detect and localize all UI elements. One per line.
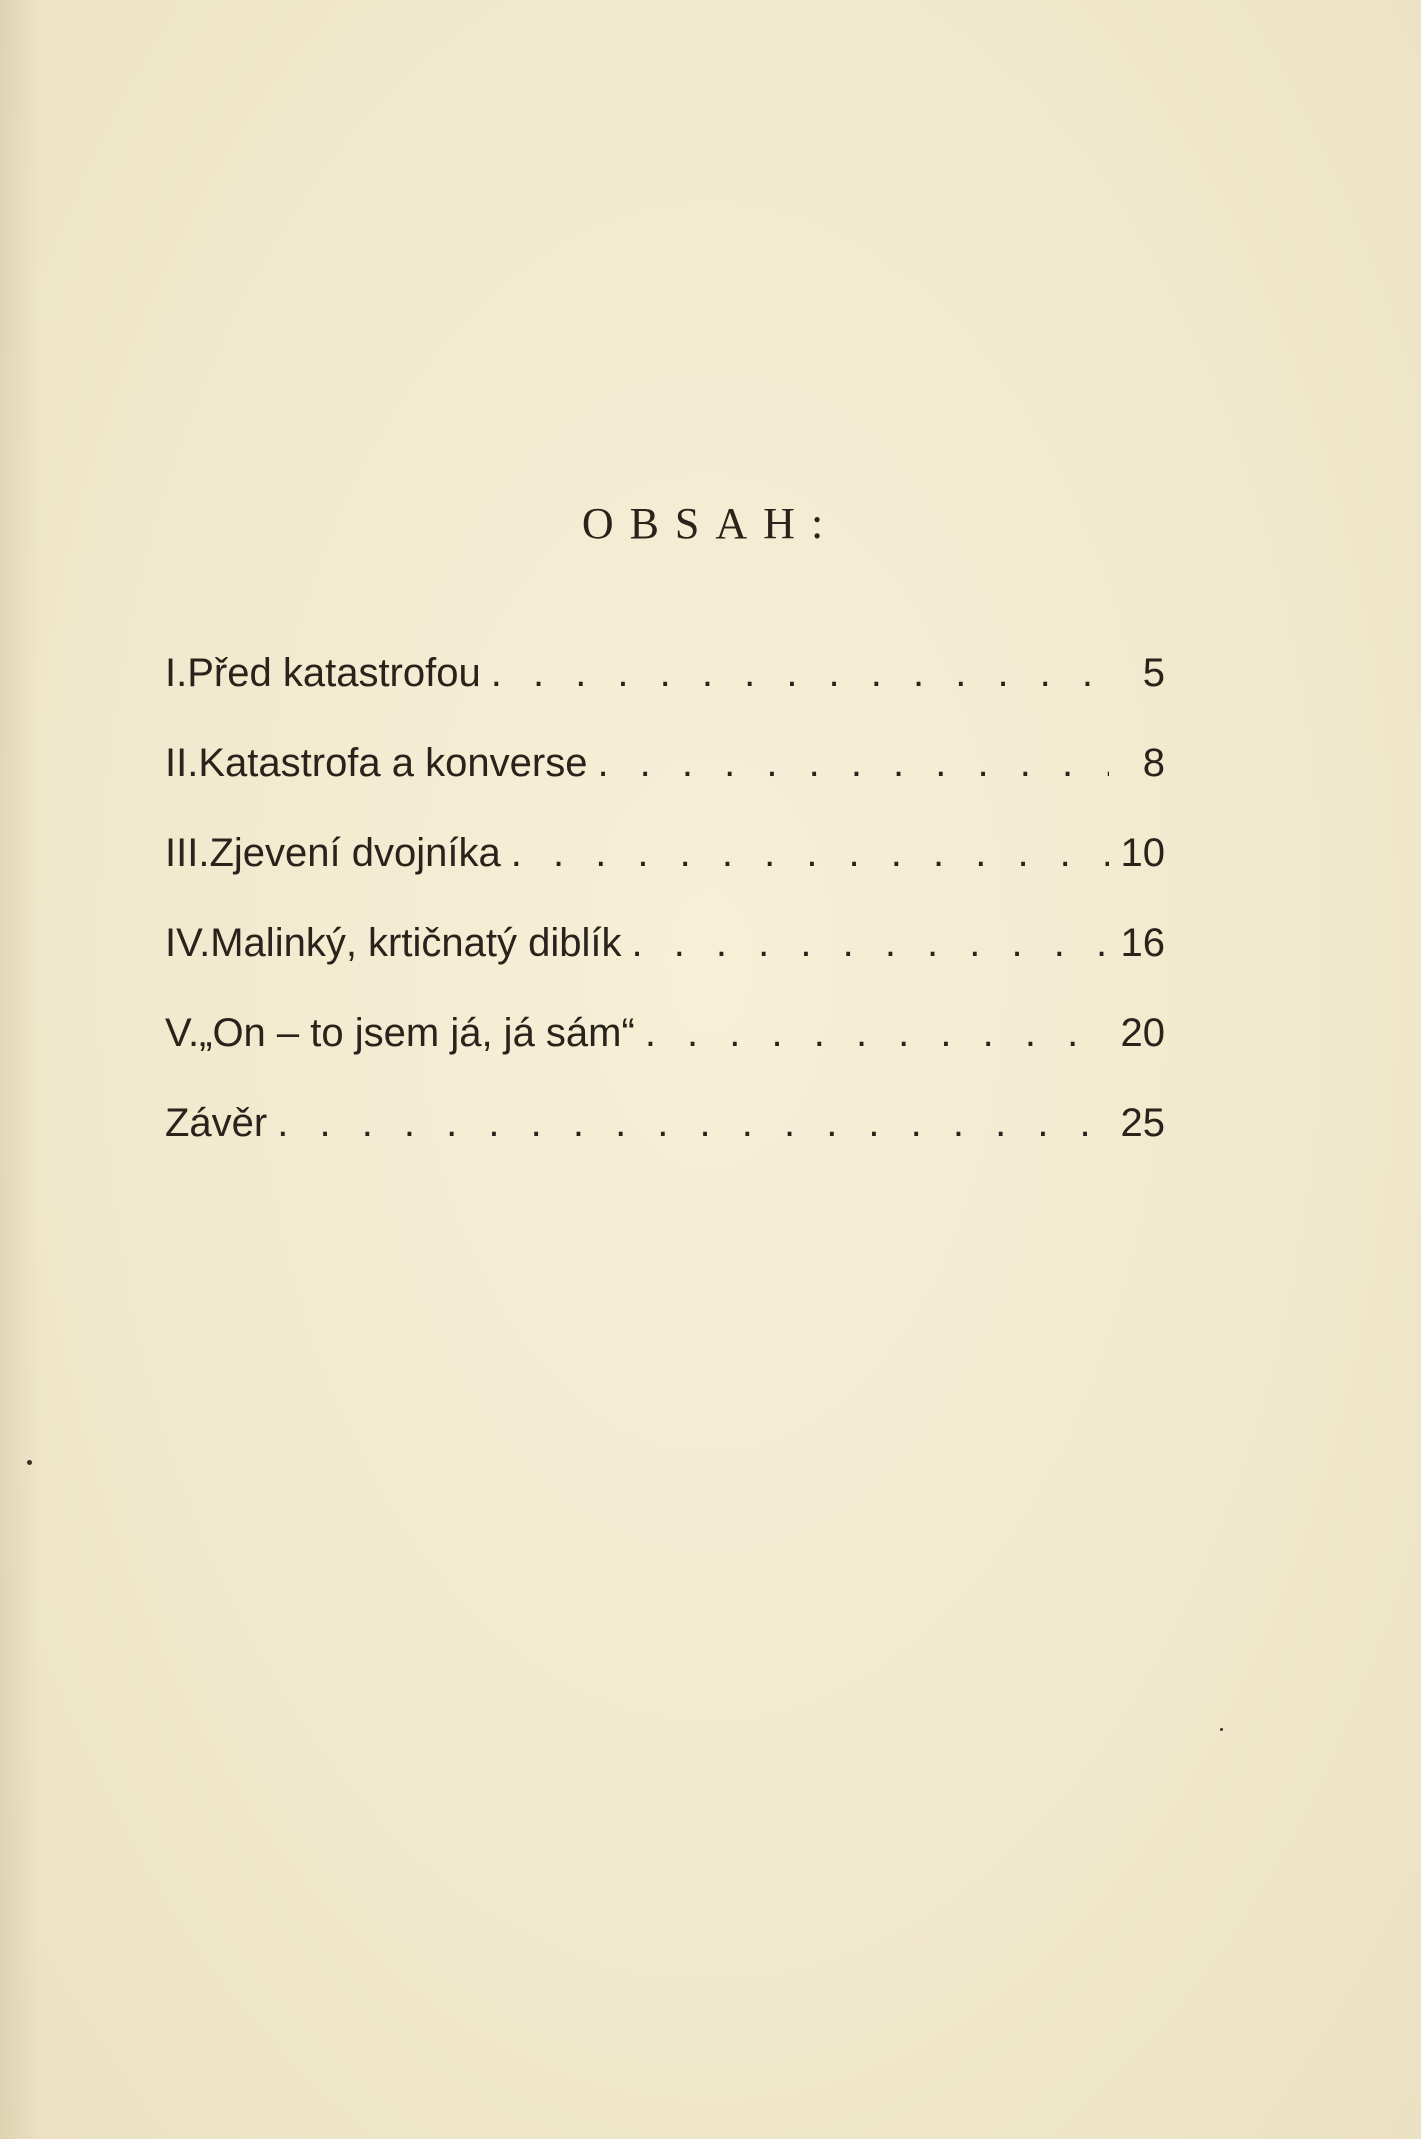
toc-entry-page: 8 — [1142, 741, 1165, 785]
toc-dot-leader — [597, 718, 1109, 808]
page-title: OBSAH: — [581, 499, 840, 548]
toc-dot-leader — [631, 898, 1109, 988]
toc-entry-page: 20 — [1120, 1011, 1165, 1055]
toc-entry-title: „On – to jsem já, já sám“ — [199, 1011, 635, 1055]
toc-entry-title: Závěr — [165, 1101, 268, 1145]
toc-entry-number: I. — [165, 651, 188, 695]
toc-entry-title: Zjevení dvojníka — [209, 831, 501, 875]
toc-dot-leader — [277, 1078, 1109, 1168]
toc-entry — [165, 718, 1165, 808]
paper-speck — [1220, 1728, 1223, 1731]
toc-entry-number: V. — [165, 1011, 200, 1055]
toc-entry — [165, 988, 1165, 1078]
toc-dot-leader — [511, 808, 1109, 898]
toc-entry-title: Malinký, krtičnatý diblík — [210, 921, 622, 965]
toc-entry-page: 5 — [1142, 651, 1165, 695]
toc-entry — [165, 898, 1165, 988]
toc-entry — [165, 628, 1165, 718]
toc-entry-number: IV. — [165, 921, 211, 965]
toc-entry-number: III. — [165, 831, 210, 875]
toc-entry-page: 25 — [1120, 1101, 1165, 1145]
toc-entry-title: Před katastrofou — [187, 651, 481, 695]
toc-entry — [165, 808, 1165, 898]
toc-dot-leader — [491, 628, 1109, 718]
toc-entry — [165, 1078, 1165, 1168]
toc-entry-title: Katastrofa a konverse — [198, 741, 588, 785]
toc-entry-page: 10 — [1120, 831, 1165, 875]
toc-entry-number: II. — [165, 741, 199, 785]
toc-dot-leader — [645, 988, 1109, 1078]
table-of-contents — [165, 628, 1165, 1168]
paper-speck — [27, 1460, 32, 1465]
toc-entry-page: 16 — [1120, 921, 1165, 965]
